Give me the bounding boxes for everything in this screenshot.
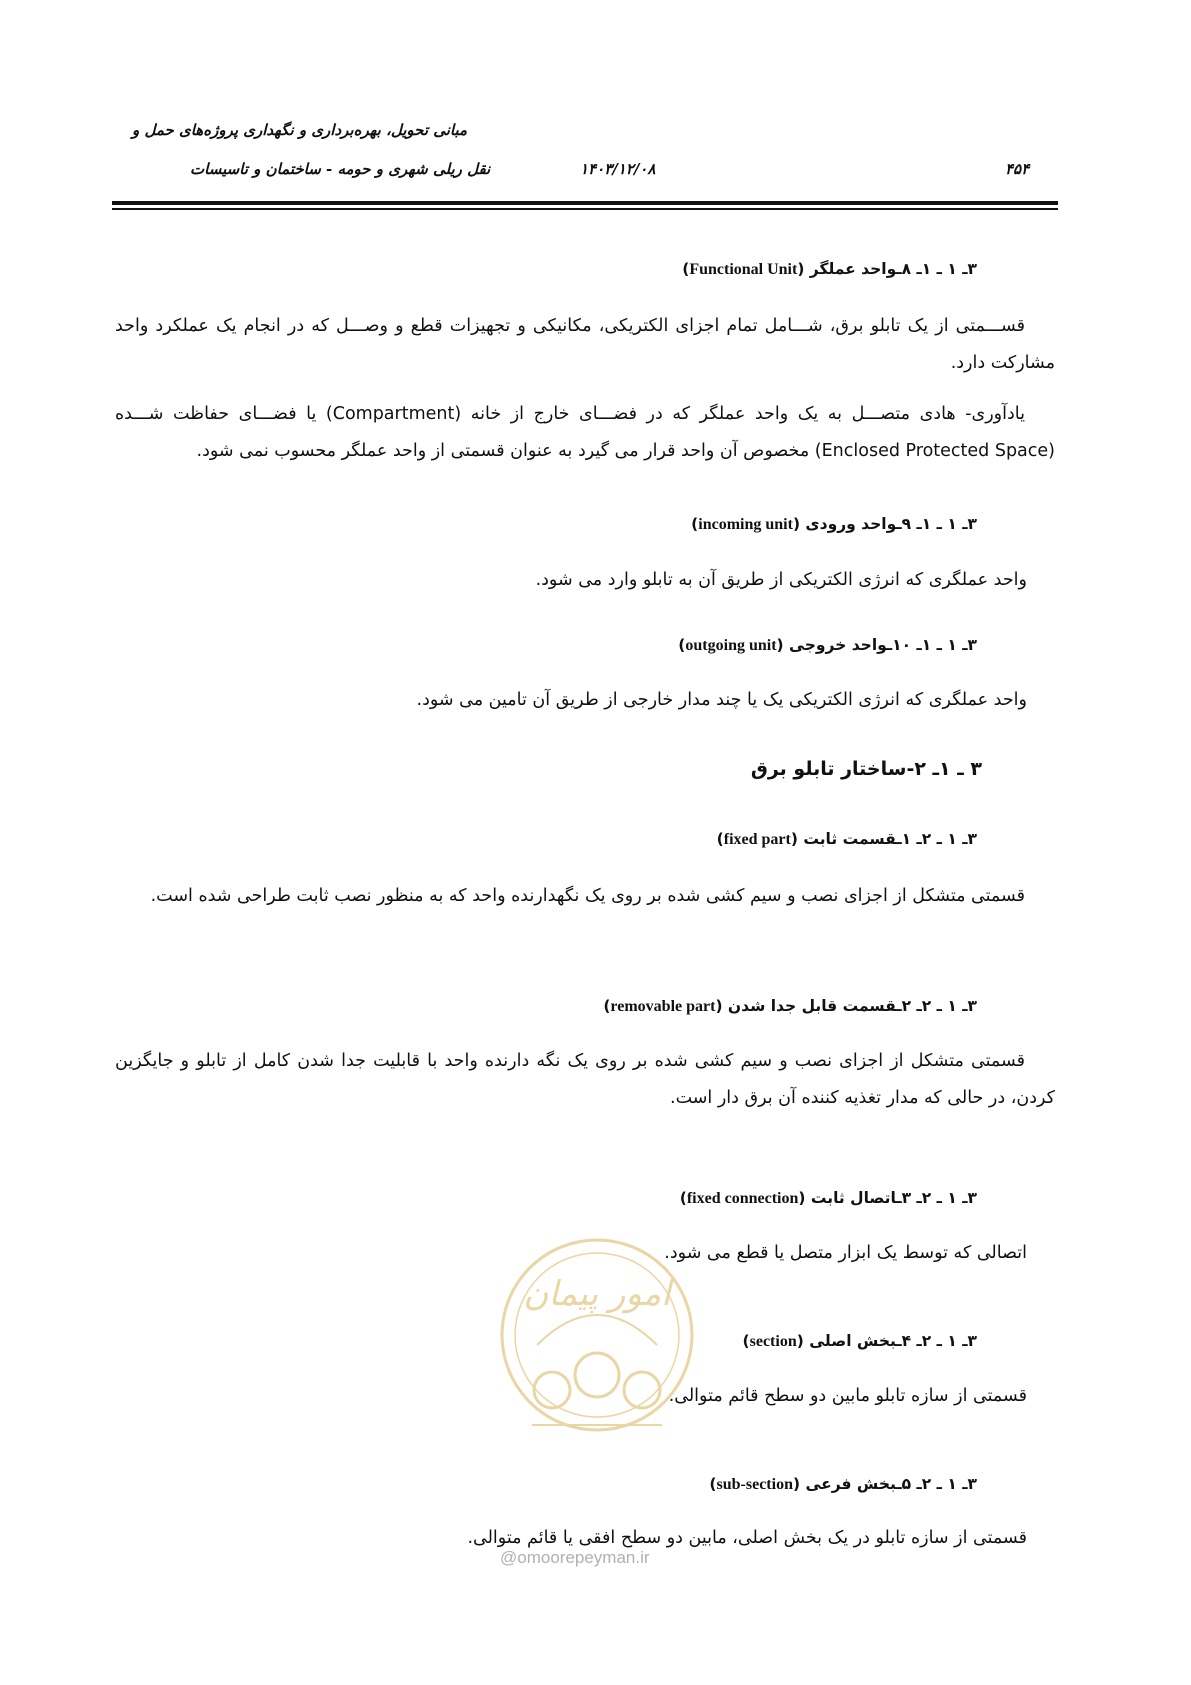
heading-text: ۳ـ ۱ ـ ۱ـ ۸ـواحد عملگر ( [797, 260, 977, 278]
major-heading: ۳ ـ ۱ـ ۲-ساختار تابلو برق [750, 758, 982, 780]
header-title-line1: مبانی تحویل، بهره‌برداری و نگهداری پروژه‌های حمل و [132, 121, 468, 139]
heading-en: outgoing unit [685, 637, 777, 654]
watermark-logo-text: امور پیمان [523, 1274, 671, 1314]
heading-text: ۳ـ ۱ ـ ۲ـ ۱ـقسمت ثابت ( [790, 830, 977, 848]
paragraph: اتصالی که توسط یک ابزار متصل یا قطع می شود. [664, 1243, 1027, 1263]
paragraph: قسمتی متشکل از اجزای نصب و سیم کشی شده بر روی یک نگهدارنده واحد که به منظور نصب ثابت طراحی شده است. [150, 886, 1025, 906]
heading-text: ۳ـ ۱ ـ ۱ـ ۱۰ـواحد خروجی ( [776, 636, 977, 654]
paragraph: قسمتی از سازه تابلو مابین دو سطح قائم متوالی. [668, 1386, 1027, 1406]
heading-en: section [749, 1333, 797, 1350]
heading-text: ۳ـ ۱ ـ ۲ـ ۳ـاتصال ثابت ( [798, 1189, 977, 1207]
watermark-url: @omoorepeyman.ir [500, 1548, 650, 1567]
heading-en: fixed part [723, 831, 791, 848]
heading-text: ۳ـ ۱ ـ ۲ـ ۵ـبخش فرعی ( [792, 1475, 977, 1493]
heading-en: fixed connection [686, 1190, 799, 1207]
section-heading: ۳ـ ۱ ـ ۲ـ ۲ـقسمت قابل جدا شدن (removable part) [603, 997, 977, 1015]
paragraph: قسمتی از سازه تابلو در یک بخش اصلی، مابین دو سطح افقی یا قائم متوالی. [467, 1528, 1027, 1548]
heading-text: ۳ـ ۱ ـ ۱ـ ۹ـواحد ورودی ( [792, 515, 977, 533]
paragraph: قســـمتی از یک تابلو برق، شـــامل تمام اجزای الکتریکی، مکانیکی و تجهیزات قطع و وصـــل که در انجام یک عملکرد واحد مشارکت دارد. [115, 316, 1055, 373]
section-heading: ۳ـ ۱ ـ ۲ـ ۳ـاتصال ثابت (fixed connection) [679, 1189, 977, 1207]
heading-text: ۳ـ ۱ ـ ۲ـ ۲ـقسمت قابل جدا شدن ( [715, 997, 977, 1015]
section-heading: ۳ـ ۱ ـ ۲ـ ۵ـبخش فرعی (sub-section) [709, 1475, 977, 1493]
watermark-logo [492, 1225, 702, 1455]
section-heading: ۳ـ ۱ ـ ۱ـ ۹ـواحد ورودی (incoming unit) [691, 515, 977, 533]
section-heading: ۳ـ ۱ ـ ۲ـ ۱ـقسمت ثابت (fixed part) [716, 830, 977, 848]
paragraph: واحد عملگری که انرژی الکتریکی از طریق آن به تابلو وارد می شود. [535, 570, 1027, 590]
section-heading: ۳ـ ۱ ـ ۱ـ ۸ـواحد عملگر (Functional Unit) [682, 260, 977, 278]
section-heading: ۳ـ ۱ ـ ۱ـ ۱۰ـواحد خروجی (outgoing unit) [678, 636, 977, 654]
heading-en: Functional Unit [689, 261, 798, 278]
heading-text: ۳ـ ۱ ـ ۲ـ ۴ـبخش اصلی ( [796, 1332, 977, 1350]
header-title-line2: نقل ریلی شهری و حومه - ساختمان و تاسیسات [190, 160, 491, 178]
paragraph: یادآوری- هادی متصـــل به یک واحد عملگر که در فضـــای خارج از خانه (Compartment) یا فضـــای حفاظت شـــده (Enclosed Protected Space) مخصوص آن واحد قرار می گیرد به عنوان قسمتی از واحد عملگر محسوب نمی شود. [115, 404, 1055, 461]
heading-en: removable part [610, 998, 716, 1015]
header-date: ۱۴۰۳/۱۲/۰۸ [580, 160, 656, 178]
heading-en: incoming unit [698, 516, 793, 533]
paragraph: قسمتی متشکل از اجزای نصب و سیم کشی شده بر روی یک نگه دارنده واحد با قابلیت جدا شدن کامل از تابلو و جایگزین کردن، در حالی که مدار تغذیه کننده آن برق دار است. [115, 1051, 1055, 1108]
header-page-number: ۴۵۴ [1005, 160, 1030, 178]
section-heading: ۳ـ ۱ ـ ۲ـ ۴ـبخش اصلی (section) [742, 1332, 977, 1350]
heading-en: sub-section [716, 1476, 793, 1493]
paragraph: واحد عملگری که انرژی الکتریکی یک یا چند مدار خارجی از طریق آن تامین می شود. [416, 690, 1027, 710]
